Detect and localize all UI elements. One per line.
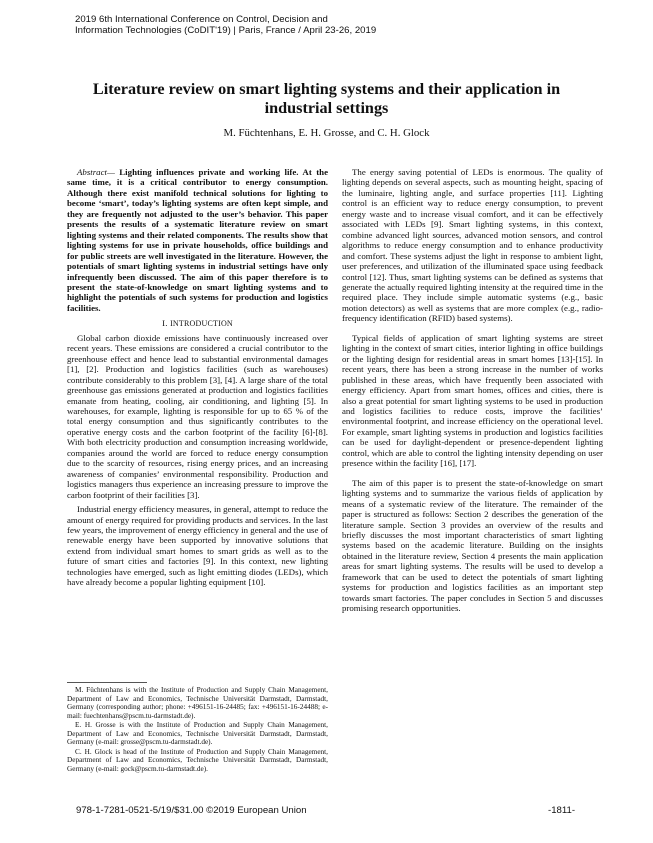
- body-paragraph: Typical fields of application of smart lighting systems are street lighting in the context of smart cities, interior lighting in office buildings or the lighting design for residential areas in smart homes [13]-[15]. In recent years, there has been a strong increase in the number of works published in these areas, which have frequently been associated with energy efficiency. Apart from smart homes, offices and cities, there is also a great potential for smart lighting systems to be used in production and logistics facilities to reduce costs, improve the facilities’ environmental footprint, and increase efficiency on the operational level. For example, smart lighting systems in production and logistics facilities can be used for daylight-dependent or presence-dependent lighting control, which are able to control the lighting intensity depending on user presence within the facility [16], [17].: [342, 332, 603, 469]
- abstract: [67, 167, 328, 313]
- copyright-footer: 978-1-7281-0521-5/19/$31.00 ©2019 European Union: [76, 805, 307, 816]
- conference-header-line-1: 2019 6th International Conference on Control, Decision and: [75, 14, 328, 25]
- body-paragraph: The aim of this paper is to present the state-of-knowledge on smart lighting systems and to summarize the various fields of application by means of a systematic review of the literature. The remainder of the paper is structured as follows: Section 2 describes the generation of the literature sample. Section 3 provides an overview of the results and briefly discusses the most important characteristics of smart lighting systems based on the academic literature. Building on the insights obtained in the literature review, Section 4 presents the main application areas for smart lighting systems. The results will be used to develop a framework that can be used to detect the potentials of smart lighting systems for production and logistics facilities as an important step towards smart factories. The paper concludes in Section 5 and discusses promising research opportunities.: [342, 477, 603, 614]
- paper-title: [40, 80, 613, 118]
- right-column: [342, 167, 603, 614]
- page-number: -1811-: [548, 805, 576, 816]
- author-list: M. Füchtenhans, E. H. Grosse, and C. H. Glock: [223, 127, 430, 139]
- section-heading-introduction: [67, 318, 328, 329]
- abstract-label: Abstract—: [77, 167, 115, 177]
- section-number: I.: [162, 318, 168, 329]
- paper-title-line-1: Literature review on smart lighting systems and their application in: [92, 80, 561, 98]
- footnote: M. Füchtenhans is with the Institute of Production and Supply Chain Management, Department of Law and Economics, Technische Universität Darmstadt, Darmstadt, Germany (corresponding author; phone: +496151-16-24485; fax: +496151-16-24488; e-mail: fuechtenhans@pscm.tu-darmstadt.de).: [67, 686, 328, 720]
- footnote: E. H. Grosse is with the Institute of Production and Supply Chain Management, Department of Law and Economics, Technische Universität Darmstadt, Darmstadt, Germany (e-mail: grosse@pscm.tu-darmstadt.de).: [67, 721, 328, 747]
- section-title: INTRODUCTION: [170, 319, 233, 329]
- body-paragraph: Industrial energy efficiency measures, in general, attempt to reduce the amount of energy required for providing products and services. In the last few years, the improvement of energy efficiency in general and the use of renewable energy have been supported by innovative solutions that extend from individual smart homes to smart grids as well as to the future of smart cities and factories [9]. In this context, new lighting technologies have emerged, such as light emitting diodes (LEDs), which have already become a popular lighting equipment [10].: [67, 504, 328, 588]
- conference-header: [75, 14, 376, 36]
- left-column: [67, 167, 328, 588]
- footnote-divider: [67, 682, 147, 683]
- abstract-text: Lighting influences private and working life. At the same time, it is a critical contributor to energy consumption. Although there exist manifold technical solutions for lighting to become ‘smart’, today’s lighting systems are often kept simple, and they are frequently not adjusted to the user’s behavior. This paper presents the results of a systematic literature review on smart lighting systems and their related components. The results show that lighting systems for use in private households, office buildings and for public streets are well investigated in the literature. However, the potentials of smart lighting systems in industrial settings have only infrequently been discussed. The aim of this paper therefore is to present the state-of-knowledge on smart lighting systems and to highlight the potentials of such systems for production and logistics facilities.: [67, 167, 328, 313]
- footnote: C. H. Glock is head of the Institute of Production and Supply Chain Management, Department of Law and Economics, Technische Universität Darmstadt, Darmstadt, Germany (e-mail: gock@pscm.tu-darmstadt.de).: [67, 747, 328, 773]
- body-paragraph: Global carbon dioxide emissions have continuously increased over recent years. These emissions are considered a crucial contributor to the greenhouse effect and hence lead to substantial environmental damages [1], [2]. Production and logistics facilities (such as warehouses) contribute considerably to this problem [3], [4]. A large share of the total greenhouse gas emissions generated at production and logistics facilities emanate from heating, cooling, air conditioning, and lighting [5]. In warehouses, for example, lighting is responsible for up to 65 % of the total energy consumption and thus significantly contributes to the operative energy costs and the carbon footprint of the facility [6]-[8]. With both electricity production and consumption increasing worldwide, companies around the world are forced to reduce energy consumption due to the scarcity of resources, rising energy prices, and an increasing awareness of companies’ environmental responsibility. Production and logistics managers thus experience an increasing pressure to improve the carbon footprint of their facilities [3].: [67, 332, 328, 500]
- conference-header-line-2: Information Technologies (CoDIT'19) | Paris, France / April 23-26, 2019: [75, 25, 377, 36]
- author-footnotes: [67, 686, 328, 774]
- paper-title-line-2: industrial settings: [264, 99, 389, 117]
- body-paragraph: The energy saving potential of LEDs is enormous. The quality of lighting depends on several aspects, such as mounting height, spacing of the luminaire, lighting angle, and surface properties [11]. Lighting control is an efficient way to reduce energy consumption, to prevent energy waste and to increase visual comfort, and it can be effectively associated with LEDs [9]. Smart lighting systems, in this context, combine advanced light sources, advanced motion sensors, and control algorithms to reduce energy consumption and to enhance productivity and comfort. These systems adjust the light in response to ambient light, user preferences, and utilization of the illuminated space using feedback control [12]. Thus, smart lighting systems can be defined as systems that generate the actually required lighting intensity at the required time in the required place. They include simple automatic systems (e.g., basic motion detectors) as well as systems that are more complex (e.g., radio-frequency identification (RFID) based systems).: [342, 167, 603, 324]
